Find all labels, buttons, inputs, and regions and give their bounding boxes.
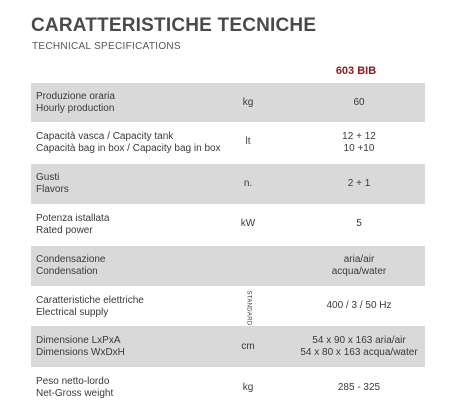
row-value: 5	[356, 218, 362, 229]
standard-vertical-label: STANDARD	[245, 290, 251, 326]
row-value	[293, 131, 425, 155]
label-en: Dimensions WxDxH	[36, 347, 125, 358]
value-line1: 54 x 90 x 163 aria/air	[312, 335, 406, 346]
table-row	[31, 326, 425, 367]
row-unit: kg	[242, 97, 254, 108]
value-line1: 12 + 12	[342, 131, 376, 142]
value-line2: acqua/water	[331, 266, 387, 277]
row-value	[293, 335, 425, 359]
row-label	[36, 295, 144, 319]
row-value: 60	[353, 97, 365, 108]
spec-table	[31, 83, 425, 407]
page-subtitle: TECHNICAL SPECIFICATIONS	[32, 41, 181, 52]
table-row	[31, 122, 425, 164]
row-label	[36, 213, 109, 237]
row-unit: lt	[245, 136, 251, 147]
row-unit: kW	[240, 218, 256, 229]
row-label	[36, 91, 115, 115]
label-en: Rated power	[36, 225, 93, 236]
value-line1: aria/air	[343, 254, 375, 265]
label-it: Potenza istallata	[36, 213, 110, 224]
label-it: Produzione oraria	[36, 91, 115, 102]
row-label	[36, 376, 113, 400]
row-value: 285 - 325	[337, 382, 381, 393]
label-en: Condensation	[36, 266, 98, 277]
row-label	[36, 254, 106, 278]
row-unit	[213, 290, 283, 326]
table-row	[31, 367, 425, 407]
row-value: 400 / 3 / 50 Hz	[326, 300, 392, 311]
label-it: Gusti	[36, 172, 60, 183]
label-it: Dimensione LxPxA	[36, 335, 121, 346]
table-row	[31, 286, 425, 326]
row-label	[36, 131, 221, 155]
label-it: Condensazione	[36, 254, 106, 265]
page-title: CARATTERISTICHE TECNICHE	[31, 15, 317, 36]
row-unit: cm	[241, 341, 255, 352]
label-it: Peso netto-lordo	[36, 376, 110, 387]
label-en: Hourly production	[36, 103, 115, 114]
label-it: Capacità vasca / Capacity tank	[36, 131, 174, 142]
model-header: 603 BIB	[335, 65, 377, 77]
label-en: Net-Gross weight	[36, 388, 114, 399]
value-line2: 10 +10	[343, 143, 375, 154]
label-en: Electrical supply	[36, 307, 109, 318]
value-line2: 54 x 80 x 163 acqua/water	[300, 347, 418, 358]
row-unit: kg	[242, 382, 254, 393]
row-unit: n.	[243, 178, 253, 189]
table-row	[31, 204, 425, 246]
table-row	[31, 83, 425, 122]
label-it: Caratteristiche elettriche	[36, 295, 144, 306]
row-label	[36, 335, 125, 359]
table-row	[31, 164, 425, 204]
label-en: Capacità bag in box / Capacity bag in box	[36, 143, 221, 154]
label-en: Flavors	[36, 184, 69, 195]
row-value: 2 + 1	[347, 178, 371, 189]
table-row	[31, 246, 425, 286]
row-value	[293, 254, 425, 278]
row-label	[36, 172, 69, 196]
